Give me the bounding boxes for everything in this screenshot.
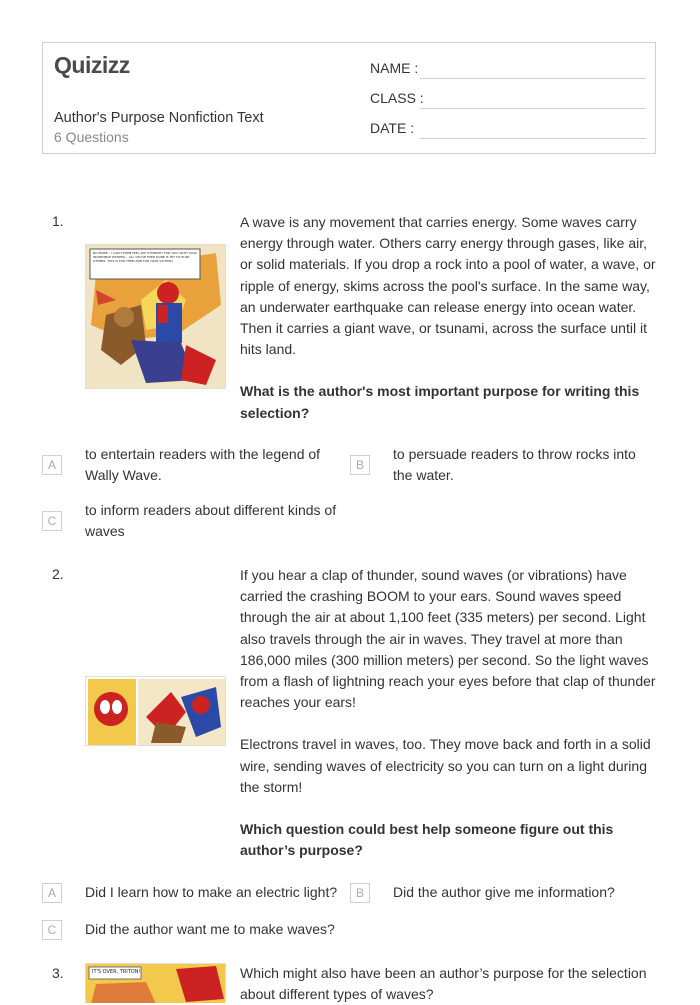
question-prompt: Which question could best help someone figure out this author’s purpose? bbox=[240, 821, 614, 859]
comic-speech-text: NO MORE... I CAN'T EVEN FEEL ANY SYMPATHY FOR YOU! WITH YOUR INCREDIBLE POWERS... ALL YOU'VE EVER DONE IS TRY TO HURT OTHERS. THIS IS FOR THEM AND FOR YOUR VICTIMS! bbox=[93, 251, 197, 263]
class-label: CLASS : bbox=[370, 90, 424, 106]
option-b-box[interactable]: B bbox=[350, 883, 370, 903]
date-field[interactable] bbox=[370, 120, 414, 136]
question-number: 3. bbox=[52, 965, 64, 981]
passage-paragraph: A wave is any movement that carries energy. Some waves carry energy through water. Others carry energy through gases, like air, or solid materials. If you drop a rock into a pool of water, a wave, or ripple of energy, skims across the pool's surface. In the same way, an underwater earthquake can release energy into ocean water. Then it carries a giant wave, or tsunami, across the surface until it hits land. bbox=[240, 214, 656, 358]
passage-paragraph: Electrons travel in waves, too. They move back and forth in a solid wire, sending waves of electricity so you can turn on a light during the storm! bbox=[240, 736, 651, 795]
quizizz-logo: Quizizz bbox=[54, 52, 130, 78]
passage-paragraph: Which might also have been an author’s purpose for the selection about different types of waves? bbox=[240, 965, 647, 1003]
passage-paragraph: If you hear a clap of thunder, sound waves (or vibrations) have carried the crashing BOOM to your ears. Sound waves speed through the air at about 1,100 feet (335 meters) per second. Light also travels through the air in waves. They travel at more than 186,000 miles (300 million meters) per second. So the light waves from a flash of lightning reach your eyes before that clap of thunder reaches your ears! bbox=[240, 567, 656, 711]
option-a-box[interactable]: A bbox=[42, 455, 62, 475]
worksheet-title: Author's Purpose Nonfiction Text bbox=[54, 110, 264, 126]
question-count: 6 Questions bbox=[54, 129, 129, 145]
question-prompt: What is the author's most important purpose for writing this selection? bbox=[240, 383, 640, 421]
question-number: 1. bbox=[52, 213, 64, 229]
name-line bbox=[420, 78, 646, 79]
passage-1 bbox=[240, 212, 660, 424]
option-c-text[interactable]: Did the author want me to make waves? bbox=[85, 921, 335, 937]
class-line bbox=[420, 108, 646, 109]
passage-2 bbox=[240, 565, 660, 861]
option-b-box[interactable]: B bbox=[350, 455, 370, 475]
option-a-box[interactable]: A bbox=[42, 883, 62, 903]
option-c-box[interactable]: C bbox=[42, 920, 62, 940]
comic-image-partial bbox=[85, 963, 226, 1003]
date-label: DATE : bbox=[370, 120, 415, 136]
name-field[interactable] bbox=[370, 60, 418, 76]
option-b-text[interactable]: to persuade readers to throw rocks into the water. bbox=[393, 446, 636, 483]
option-a-text[interactable]: Did I learn how to make an electric light? bbox=[85, 884, 338, 900]
question-number: 2. bbox=[52, 566, 64, 582]
worksheet-header bbox=[42, 42, 656, 154]
comic-image-panels bbox=[85, 676, 226, 746]
option-c-text[interactable]: to inform readers about different kinds of waves bbox=[85, 502, 337, 539]
option-a-text[interactable]: to entertain readers with the legend of Wally Wave. bbox=[85, 446, 321, 483]
option-c-box[interactable]: C bbox=[42, 511, 62, 531]
comic-speech-text: IT'S OVER, TRITON! bbox=[92, 969, 141, 975]
comic-image-fight bbox=[85, 244, 226, 389]
passage-3 bbox=[240, 963, 660, 1005]
name-label: NAME : bbox=[370, 60, 419, 76]
date-line bbox=[420, 138, 646, 139]
option-b-text[interactable]: Did the author give me information? bbox=[393, 884, 615, 900]
class-field[interactable] bbox=[370, 90, 424, 106]
